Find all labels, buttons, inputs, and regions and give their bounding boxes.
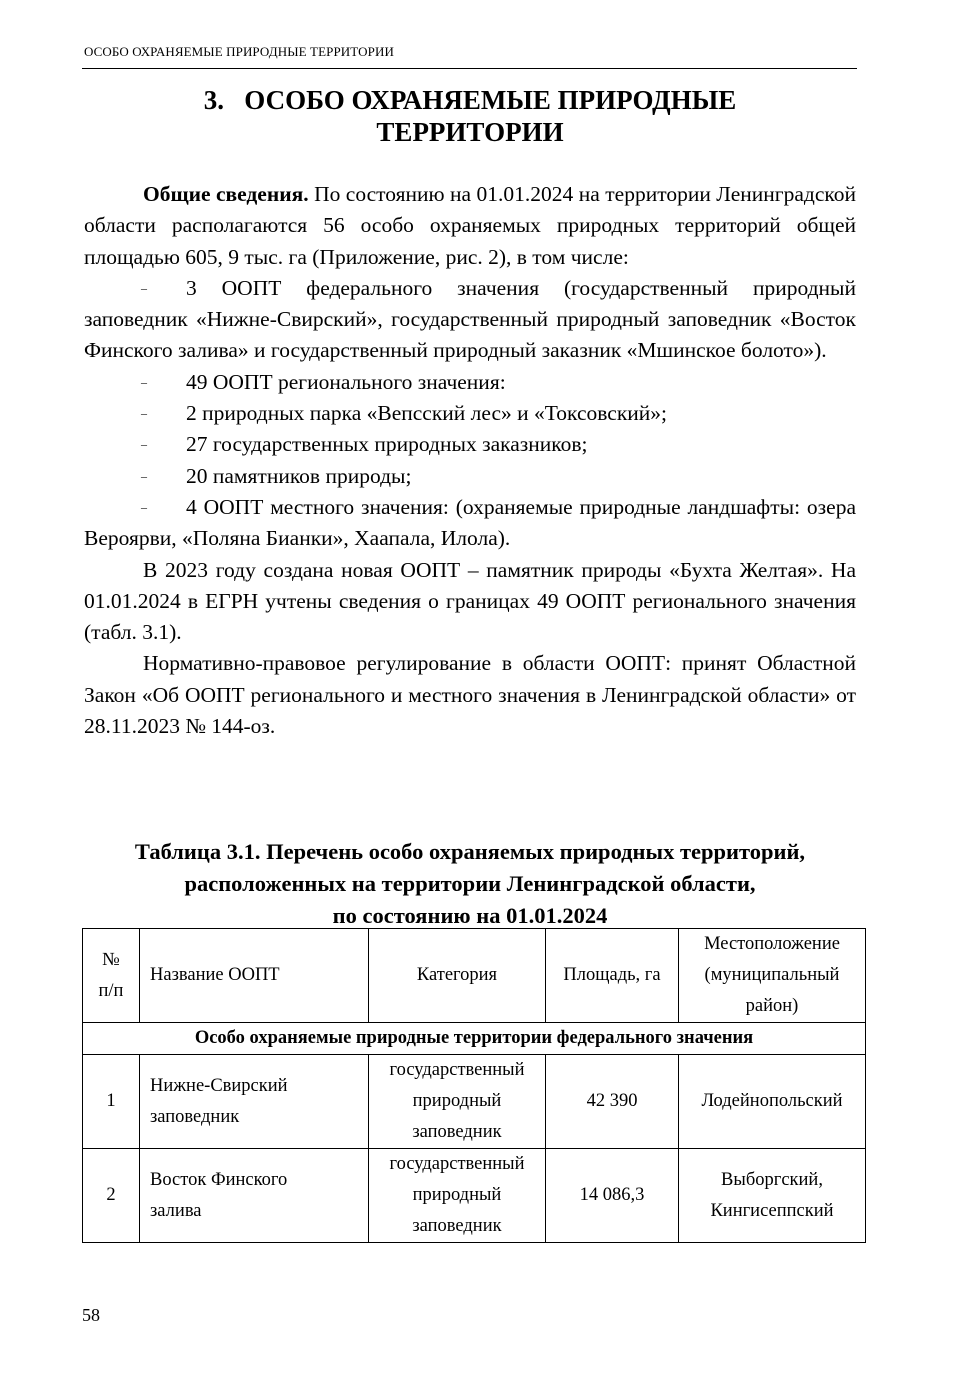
header-location bbox=[679, 929, 866, 1023]
row-area: 42 390 bbox=[546, 1055, 679, 1149]
row-location-line: Лодейнопольский bbox=[701, 1091, 843, 1111]
list-item bbox=[84, 398, 856, 429]
list-item bbox=[84, 367, 856, 398]
row-num: 1 bbox=[83, 1055, 140, 1149]
dash-marker: – bbox=[141, 437, 147, 452]
list-item-text: 2 природных парка «Вепсский лес» и «Токсовский»; bbox=[186, 401, 667, 426]
row-num: 2 bbox=[83, 1149, 140, 1243]
chapter-title-line-2: ТЕРРИТОРИИ bbox=[376, 117, 564, 147]
row-category-line: заповедник bbox=[412, 1216, 502, 1236]
list-item bbox=[84, 273, 856, 367]
row-category-line: заповедник bbox=[412, 1122, 502, 1142]
header-name: Название ООПТ bbox=[140, 929, 369, 1023]
header-location-line: район) bbox=[745, 996, 799, 1016]
table-row bbox=[83, 1055, 866, 1149]
paragraph-new-oopt: В 2023 году создана новая ООПТ – памятник природы «Бухта Желтая». На 01.01.2024 в ЕГРН учтены сведения о границах 49 ООПТ регионального значения (табл. 3.1). bbox=[84, 557, 856, 645]
row-category-line: природный bbox=[412, 1185, 502, 1205]
table-title-line-3: по состоянию на 01.01.2024 bbox=[332, 903, 608, 928]
paragraph-regulation: Нормативно-правовое регулирование в области ООПТ: принят Областной Закон «Об ООПТ регионального и местного значения в Ленинградской области» от 28.11.2023 № 144-оз. bbox=[84, 651, 856, 739]
row-name-line: Нижне-Свирский bbox=[150, 1075, 288, 1096]
table-title-line-1: Таблица 3.1. Перечень особо охраняемых природных территорий, bbox=[134, 839, 806, 864]
chapter-title-line-1: 3. ОСОБО ОХРАНЯЕМЫЕ ПРИРОДНЫЕ bbox=[203, 85, 737, 115]
header-area: Площадь, га bbox=[546, 929, 679, 1023]
row-name-line: залива bbox=[150, 1200, 202, 1221]
dash-marker: – bbox=[141, 374, 147, 389]
page-number: 58 bbox=[82, 1305, 100, 1325]
row-area: 14 086,3 bbox=[546, 1149, 679, 1243]
row-category-line: природный bbox=[412, 1091, 502, 1111]
dash-marker: – bbox=[141, 499, 147, 514]
section-federal: Особо охраняемые природные территории федерального значения bbox=[83, 1023, 866, 1055]
table-title-line-2: расположенных на территории Ленинградской области, bbox=[184, 871, 756, 896]
dash-marker: – bbox=[141, 406, 147, 421]
intro-lead: Общие сведения. bbox=[143, 182, 309, 206]
list-item-text: 49 ООПТ регионального значения: bbox=[186, 369, 506, 394]
row-category bbox=[369, 1149, 546, 1243]
list-item bbox=[84, 461, 856, 492]
table-title bbox=[84, 836, 856, 932]
header-category: Категория bbox=[369, 929, 546, 1023]
list-item bbox=[84, 492, 856, 555]
row-location-line: Кингисеппский bbox=[710, 1200, 834, 1221]
list-item bbox=[84, 429, 856, 460]
table-section-row bbox=[83, 1023, 866, 1055]
intro-paragraph bbox=[84, 179, 856, 273]
row-category-line: государственный bbox=[389, 1060, 525, 1080]
body-text bbox=[84, 179, 856, 742]
header-location-line: (муниципальный bbox=[704, 965, 840, 985]
row-location bbox=[679, 1149, 866, 1243]
table-row bbox=[83, 1149, 866, 1243]
header-num-line: п/п bbox=[98, 980, 124, 1001]
list-item-text: 4 ООПТ местного значения: (охраняемые природные ландшафты: озера Вероярви, «Поляна Бианки», Хаапала, Илола). bbox=[84, 494, 856, 551]
list-item-text: 3 ООПТ федерального значения (государственный природный заповедник «Нижне-Свирский», государственный природный заповедник «Восток Финского залива» и государственный природный заказник «Мшинское болото»). bbox=[84, 275, 856, 363]
row-category-line: государственный bbox=[389, 1154, 525, 1174]
header-num-line: № bbox=[102, 949, 120, 970]
row-category bbox=[369, 1055, 546, 1149]
chapter-title bbox=[84, 84, 856, 148]
row-location bbox=[679, 1055, 866, 1149]
list-item-text: 20 памятников природы; bbox=[186, 463, 412, 488]
row-location-line: Выборгский, bbox=[721, 1169, 823, 1190]
row-name-line: заповедник bbox=[150, 1106, 240, 1127]
header-num bbox=[83, 929, 140, 1023]
row-name bbox=[140, 1055, 369, 1149]
dash-marker: – bbox=[141, 280, 147, 295]
dash-marker: – bbox=[141, 468, 147, 483]
oopt-table bbox=[82, 928, 866, 1243]
running-header: ОСОБО ОХРАНЯЕМЫЕ ПРИРОДНЫЕ ТЕРРИТОРИИ bbox=[84, 44, 394, 59]
table-header-row bbox=[83, 929, 866, 1023]
row-name bbox=[140, 1149, 369, 1243]
row-name-line: Восток Финского bbox=[150, 1169, 288, 1190]
list-item-text: 27 государственных природных заказников; bbox=[186, 432, 588, 457]
intro-text: По состоянию на 01.01.2024 на территории Ленинградской области располагаются 56 особо охраняемых природных территорий общей площадью 605, 9 тыс. га (Приложение, рис. 2), в том числе: bbox=[84, 182, 856, 269]
header-rule bbox=[82, 68, 857, 69]
header-location-line: Местоположение bbox=[704, 934, 840, 954]
